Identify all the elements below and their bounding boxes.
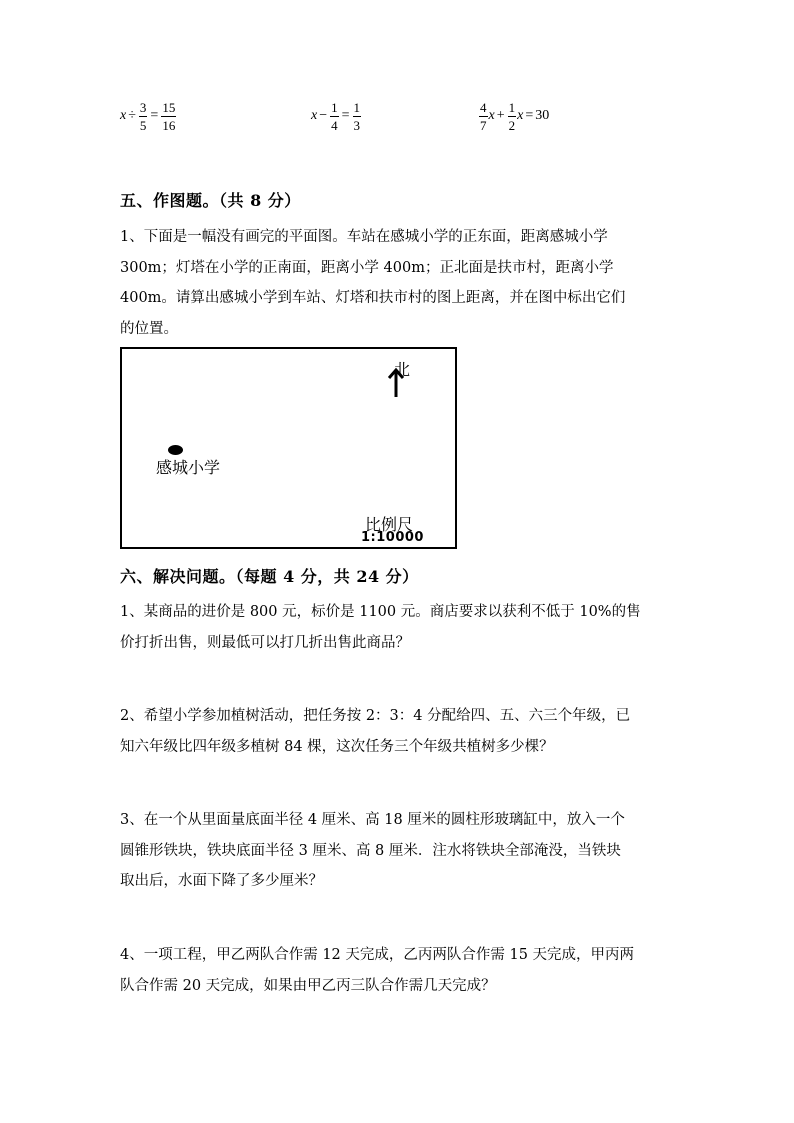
equation-result: 30 <box>535 108 550 123</box>
question-line: 1、下面是一幅没有画完的平面图。车站在感城小学的正东面，距离感城小学 <box>120 229 608 245</box>
section-6-question-4 <box>120 940 680 1001</box>
numerator: 1 <box>331 99 338 115</box>
fraction <box>330 101 339 132</box>
section-6-heading: 六、解决问题。（每题 4 分，共 24 分） <box>120 567 419 586</box>
question-line: 知六年级比四年级多植树 84 棵，这次任务三个年级共植树多少棵？ <box>120 738 554 755</box>
equals-sign: = <box>525 108 534 123</box>
scale-label: 比例尺 <box>365 515 414 534</box>
question-line: 取出后，水面下降了多少厘米？ <box>120 873 323 889</box>
equation-operator: − <box>319 108 328 123</box>
equation-operator: ÷ <box>128 108 136 123</box>
equation-1 <box>120 96 177 136</box>
numerator: 3 <box>139 99 147 115</box>
floor-plan-map <box>120 347 457 549</box>
fraction <box>353 101 362 132</box>
denominator: 16 <box>162 117 176 133</box>
equation-2 <box>311 96 362 136</box>
denominator: 2 <box>508 117 516 133</box>
question-line: 4、一项工程，甲乙两队合作需 12 天完成，乙丙两队合作需 15 天完成，甲丙两 <box>120 947 635 963</box>
numerator: 15 <box>162 99 176 115</box>
equation-variable: x <box>311 108 318 123</box>
question-line: 价打折出售，则最低可以打几折出售此商品？ <box>120 634 410 651</box>
question-line: 队合作需 20 天完成，如果由甲乙丙三队合作需几天完成？ <box>120 977 496 994</box>
equation-operator: + <box>496 108 505 123</box>
section-6-question-3 <box>120 805 680 897</box>
equals-sign: = <box>341 108 350 123</box>
denominator: 3 <box>353 117 361 133</box>
fraction <box>139 101 148 132</box>
question-line: 圆锥形铁块，铁块底面半径 3 厘米、高 8 厘米．注水将铁块全部淹没，当铁块 <box>120 842 621 859</box>
fraction <box>161 101 176 132</box>
equation-variable: x <box>488 108 495 123</box>
numerator: 1 <box>508 99 516 115</box>
denominator: 5 <box>139 117 147 133</box>
numerator: 4 <box>480 99 487 115</box>
school-label: 感城小学 <box>156 458 221 477</box>
equation-3 <box>478 96 549 136</box>
denominator: 4 <box>331 117 338 133</box>
denominator: 7 <box>480 117 487 133</box>
question-line: 3、在一个从里面量底面半径 4 厘米、高 18 厘米的圆柱形玻璃缸中，放入一个 <box>120 812 625 828</box>
school-location-dot <box>168 445 183 455</box>
fraction <box>479 101 488 132</box>
question-line: 1、某商品的进价是 800 元，标价是 1100 元。商店要求以获利不低于 10%的售 <box>120 604 641 620</box>
question-line: 2、希望小学参加植树活动，把任务按 2：3：4 分配给四、五、六三个年级，已 <box>120 708 631 724</box>
north-arrow-icon <box>388 367 404 399</box>
section-6-question-1 <box>120 597 680 658</box>
numerator: 1 <box>353 99 361 115</box>
equation-variable: x <box>517 108 524 123</box>
fraction <box>508 101 517 132</box>
section-6-question-2 <box>120 701 680 762</box>
equals-sign: = <box>150 108 159 123</box>
question-line: 的位置。 <box>120 320 178 337</box>
section-5-question-1 <box>120 222 680 344</box>
scale-value: 1:10000 <box>361 530 424 545</box>
question-line: 300m；灯塔在小学的正南面，距离小学 400m；正北面是扶市村，距离小学 <box>120 259 614 276</box>
equation-variable: x <box>120 108 127 123</box>
north-label: 北 <box>394 360 411 379</box>
section-5-heading: 五、作图题。（共 8 分） <box>120 191 301 210</box>
question-line: 400m。请算出感城小学到车站、灯塔和扶市村的图上距离，并在图中标出它们 <box>120 290 626 306</box>
